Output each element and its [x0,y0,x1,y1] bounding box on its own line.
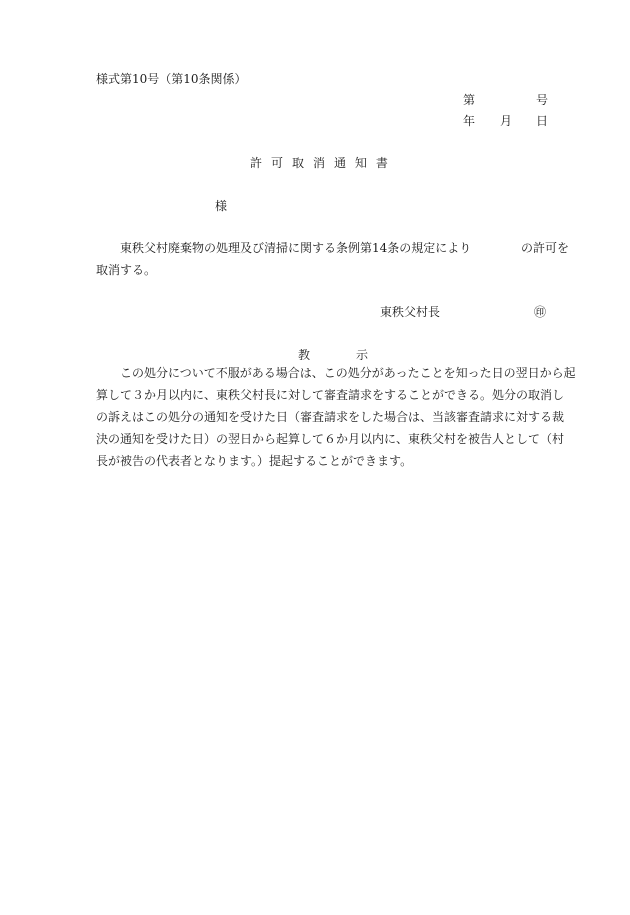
form-id: 様式第10号（第10条関係） [96,72,247,86]
notice-line: この処分について不服がある場合は、この処分があったことを知った日の翌日から起 [120,366,576,380]
document-title [250,156,388,170]
issuer-name: 東秩父村長 [380,305,441,319]
body-line1-tail: の許可を [521,241,570,255]
date-day: 日 [536,114,549,128]
date-month: 月 [500,114,513,128]
number-go: 号 [536,93,549,107]
notice-line: の訴えはこの処分の通知を受けた日（審査請求をした場合は、当該審査請求に対する裁 [96,410,565,424]
title-char: 可 [270,156,283,170]
body-line1-main: 東秩父村廃棄物の処理及び清掃に関する条例第14条の規定により [120,241,472,255]
title-char: 消 [312,156,325,170]
seal-mark: ㊞ [534,305,547,319]
notice-title-char: 示 [355,348,368,362]
notice-title-char: 教 [298,348,311,362]
title-char: 取 [291,156,304,170]
addressee-suffix: 様 [215,199,228,213]
notice-title [298,348,368,362]
date-year: 年 [463,114,476,128]
number-dai: 第 [463,93,476,107]
body-line2: 取消する。 [96,263,157,277]
title-char: 通 [333,156,346,170]
notice-body [96,362,576,472]
title-char: 知 [354,156,367,170]
title-char: 書 [375,156,388,170]
notice-line: 長が被告の代表者となります。）提起することができます。 [96,454,413,468]
title-char: 許 [250,156,263,170]
notice-line: 算して３か月以内に、東秩父村長に対して審査請求をすることができる。処分の取消し [96,388,565,402]
notice-line: 決の通知を受けた日）の翌日から起算して６か月以内に、東秩父村を被告人として（村 [96,432,565,446]
